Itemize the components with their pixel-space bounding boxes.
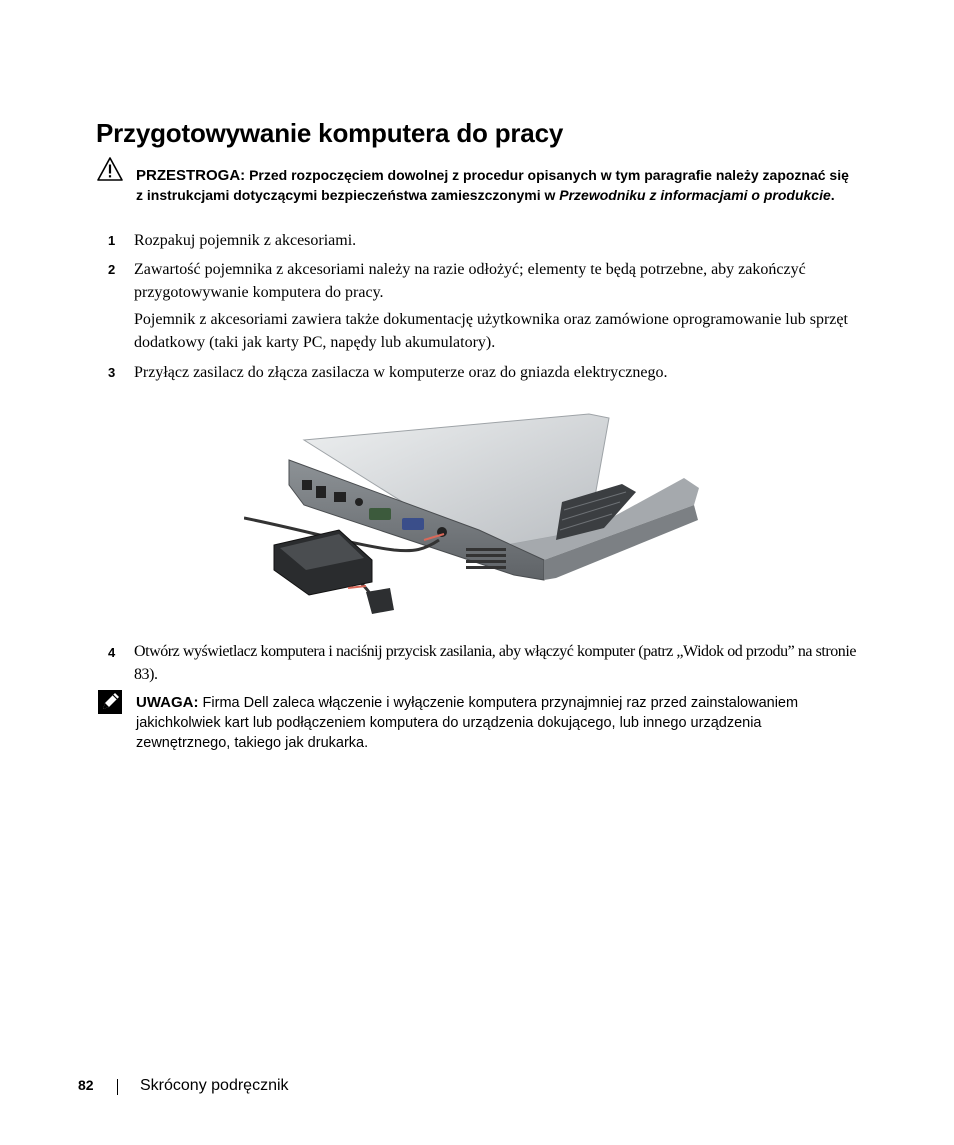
step-2-extra-text: Pojemnik z akcesoriami zawiera także dokumentację użytkownika oraz zamówione oprogramowanie lub sprzęt dodatkowy (taki jak karty PC, napędy lub akumulatory). (134, 311, 848, 351)
step-3-text: Przyłącz zasilacz do złącza zasilacza w komputerze oraz do gniazda elektrycznego. (134, 364, 668, 381)
step-4-text: Otwórz wyświetlacz komputera i naciśnij przycisk zasilania, aby włączyć komputer (patrz „Widok od przodu” na stronie 83). (134, 643, 856, 683)
footer-title: Skrócony podręcznik (140, 1077, 289, 1094)
step-2-number: 2 (108, 262, 116, 277)
caution-text: Przed rozpoczęciem dowolnej z procedur opisanych w tym paragrafie należy zapoznać się z instrukcjami dotyczącymi bezpieczeństwa zamieszczonymi w (136, 167, 849, 203)
note-label: UWAGA: (136, 694, 199, 711)
caution-label: PRZESTROGA: (136, 167, 246, 184)
page-number: 82 (78, 1077, 94, 1093)
caution-book-title: Przewodniku z informacjami o produkcie (559, 186, 831, 203)
page-title: Przygotowywanie komputera do pracy (96, 118, 564, 148)
caution-triangle-icon (96, 156, 124, 182)
step-1-text: Rozpakuj pojemnik z akcesoriami. (134, 232, 357, 249)
caution-end: . (830, 186, 835, 203)
note-pencil-icon (98, 690, 122, 714)
note-text: Firma Dell zaleca włączenie i wyłączenie komputera przynajmniej raz przed zainstalowaniem jakichkolwiek kart lub podłączeniem komputera do urządzenia dokującego, lub innego urządzenia zewnętrznego, takiego jak drukarka. (136, 695, 799, 751)
step-3-number: 3 (108, 365, 116, 380)
caution-block (136, 166, 856, 205)
step-4-number: 4 (108, 645, 116, 660)
step-2-text: Zawartość pojemnika z akcesoriami należy na razie odłożyć; elementy te będą potrzebne, aby zakończyć przygotowywanie komputera do pracy. (134, 261, 806, 301)
note-block (136, 693, 856, 753)
footer-divider (117, 1079, 118, 1095)
laptop-adapter-illustration (244, 410, 704, 622)
step-1-number: 1 (108, 233, 116, 248)
